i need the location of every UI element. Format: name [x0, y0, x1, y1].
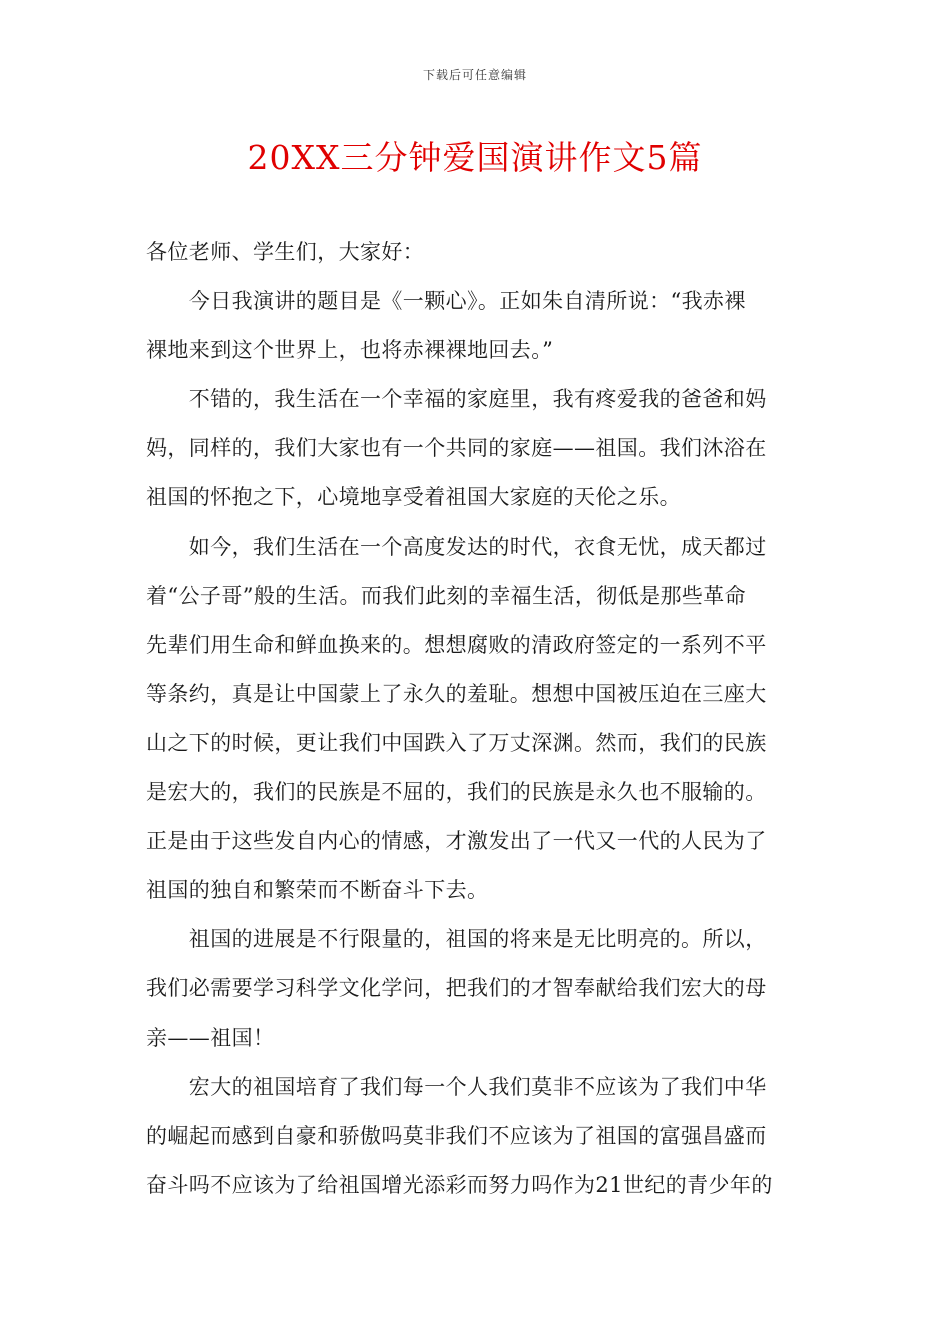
text-line: 着“公子哥”般的生活。而我们此刻的幸福生活，彻低是那些革命 [146, 583, 747, 608]
text-line: 裸地来到这个世界上，也将赤裸裸地回去。” [146, 338, 554, 363]
text-line: 如今，我们生活在一个高度发达的时代，衣食无忧，成天都过 [146, 534, 767, 559]
document-body [146, 228, 796, 1210]
text-line: 奋斗吗不应该为了给祖国增光添彩而努力吗作为21世纪的青少年的 [146, 1172, 773, 1197]
text-line: 山之下的时候，更让我们中国跌入了万丈深渊。然而，我们的民族 [146, 730, 767, 755]
text-line: 祖国的独自和繁荣而不断奋斗下去。 [146, 878, 489, 903]
text-line: 祖国的怀抱之下，心境地享受着祖国大家庭的天伦之乐。 [146, 485, 681, 510]
text-line: 先辈们用生命和鲜血换来的。想想腐败的清政府签定的一系列不平 [146, 632, 767, 657]
header-note: 下载后可任意编辑 [422, 68, 527, 82]
text-line: 正是由于这些发自内心的情感，才激发出了一代又一代的人民为了 [146, 829, 767, 854]
text-line: 是宏大的，我们的民族是不屈的，我们的民族是永久也不服输的。 [146, 780, 767, 805]
text-line: 亲——祖国！ [146, 1025, 275, 1050]
text-line: 妈，同样的，我们大家也有一个共同的家庭——祖国。我们沐浴在 [146, 436, 767, 461]
text-line: 的崛起而感到自豪和骄傲吗莫非我们不应该为了祖国的富强昌盛而 [146, 1123, 767, 1148]
text-line: 等条约，真是让中国蒙上了永久的羞耻。想想中国被压迫在三座大 [146, 681, 767, 706]
text-line: 我们必需要学习科学文化学问，把我们的才智奉献给我们宏大的母 [146, 976, 767, 1001]
text-line: 今日我演讲的题目是《一颗心》。正如朱自清所说：“我赤裸 [146, 289, 746, 314]
text-line: 宏大的祖国培育了我们每一个人我们莫非不应该为了我们中华 [146, 1074, 767, 1099]
text-line: 祖国的进展是不行限量的，祖国的将来是无比明亮的。所以， [146, 927, 767, 952]
document-title: 20XX三分钟爱国演讲作文5篇 [247, 138, 703, 177]
text-line: 各位老师、学生们，大家好： [146, 240, 425, 264]
text-line: 不错的，我生活在一个幸福的家庭里，我有疼爱我的爸爸和妈 [146, 387, 767, 412]
